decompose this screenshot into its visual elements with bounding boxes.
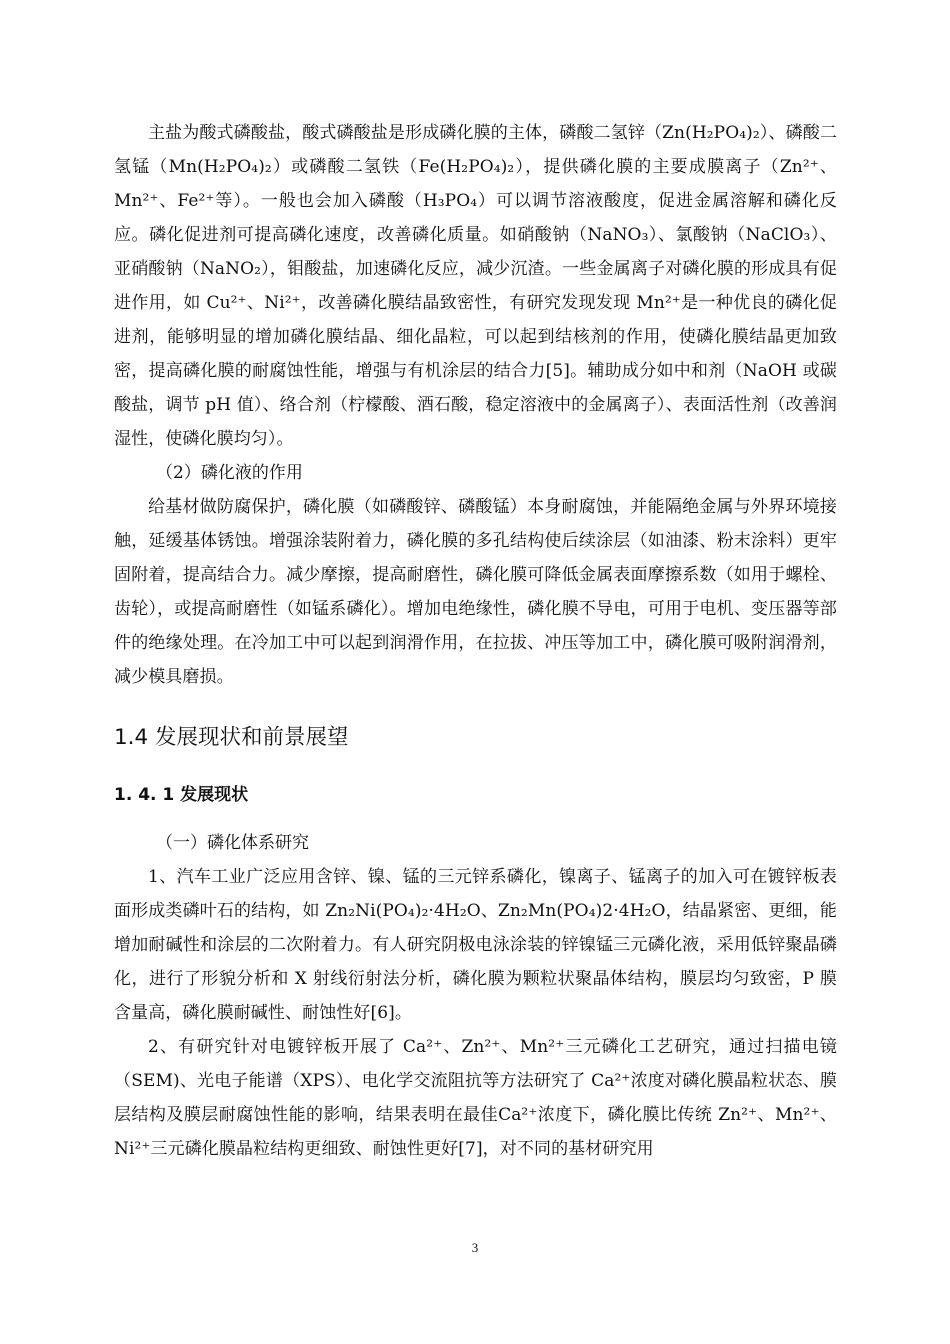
section-title: 1.4 发展现状和前景展望	[114, 725, 349, 750]
heading-phosphating-system: （一）磷化体系研究	[156, 833, 309, 853]
paragraph-phosphating-role: 给基材做防腐保护，磷化膜（如磷酸锌、磷酸锰）本身耐腐蚀，并能隔绝金属与外界环境接触，延缓基体锈蚀。增强涂装附着力，磷化膜的多孔结构使后续涂层（如油漆、粉末涂料）更牢固附着，提高结合力。减少摩擦，提高耐磨性，磷化膜可降低金属表面摩擦系数（如用于螺栓、齿轮），或提高耐磨性（如锰系磷化）。增加电绝缘性，磷化膜不导电，可用于电机、变压器等部件的绝缘处理。在冷加工中可以起到润滑作用，在拉拔、冲压等加工中，磷化膜可吸附润滑剂，减少模具磨损。	[114, 497, 837, 687]
page-body	[114, 116, 837, 1166]
paragraph-calcium: 2、有研究针对电镀锌板开展了 Ca²⁺、Zn²⁺、Mn²⁺三元磷化工艺研究，通过扫描电镜（SEM)、光电子能谱（XPS）、电化学交流阻抗等方法研究了 Ca²⁺浓度对磷化膜晶粒状态、膜层结构及膜层耐腐蚀性能的影响，结果表明在最佳Ca²⁺浓度下，磷化膜比传统 Zn²⁺、Mn²⁺、Ni²⁺三元磷化膜晶粒结构更细致、耐蚀性更好[7]，对不同的基材研究用	[114, 1037, 837, 1159]
heading-phosphating-role: （2）磷化液的作用	[156, 463, 303, 483]
page-number: 3	[471, 1240, 479, 1255]
paragraph-main-salt: 主盐为酸式磷酸盐，酸式磷酸盐是形成磷化膜的主体，磷酸二氢锌（Zn(H₂PO₄)₂）、磷酸二氢锰（Mn(H₂PO₄)₂）或磷酸二氢铁（Fe(H₂PO₄)₂），提供磷化膜的主要成膜离子（Zn²⁺、Mn²⁺、Fe²⁺等）。一般也会加入磷酸（H₃PO₄）可以调节溶液酸度，促进金属溶解和磷化反应。磷化促进剂可提高磷化速度，改善磷化质量。如硝酸钠（NaNO₃）、氯酸钠（NaClO₃）、亚硝酸钠（NaNO₂），钼酸盐，加速磷化反应，减少沉渣。一些金属离子对磷化膜的形成具有促进作用，如 Cu²⁺、Ni²⁺，改善磷化膜结晶致密性，有研究发现发现 Mn²⁺是一种优良的磷化促进剂，能够明显的增加磷化膜结晶、细化晶粒，可以起到结核剂的作用，使磷化膜结晶更加致密，提高磷化膜的耐腐蚀性能，增强与有机涂层的结合力[5]。辅助成分如中和剂（NaOH 或碳酸盐，调节 pH 值）、络合剂（柠檬酸、酒石酸，稳定溶液中的金属离子）、表面活性剂（改善润湿性，使磷化膜均匀）。	[114, 123, 837, 449]
paragraph-automotive: 1、汽车工业广泛应用含锌、镍、锰的三元锌系磷化，镍离子、锰离子的加入可在镀锌板表面形成类磷叶石的结构，如 Zn₂Ni(PO₄)₂·4H₂O、Zn₂Mn(PO₄)2·4H₂O，结晶紧密、更细，能增加耐碱性和涂层的二次附着力。有人研究阴极电泳涂装的锌镍锰三元磷化液，采用低锌聚晶磷化，进行了形貌分析和 X 射线衍射法分析，磷化膜为颗粒状聚晶体结构，膜层均匀致密，P 膜含量高，磷化膜耐碱性、耐蚀性好[6]。	[114, 867, 837, 1023]
subsection-title: 1. 4. 1 发展现状	[114, 785, 249, 805]
